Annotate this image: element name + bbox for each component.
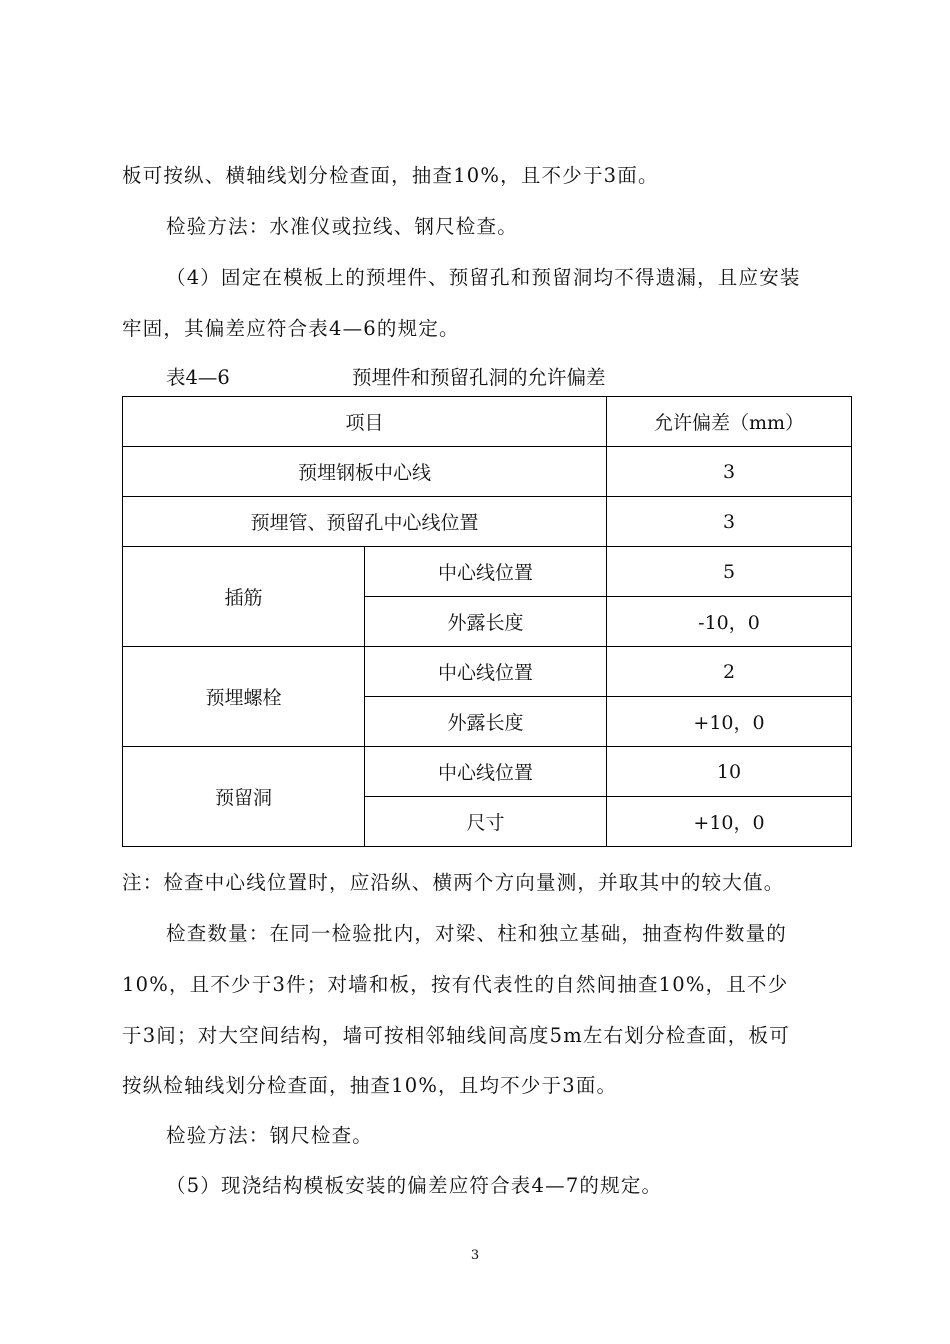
paragraph-line: 检查数量：在同一检验批内，对梁、柱和独立基础，抽查构件数量的 <box>166 922 788 945</box>
tolerance-table <box>122 396 852 847</box>
table-header-row <box>123 397 852 447</box>
sub-item: 中心线位置 <box>365 547 607 597</box>
table-row <box>123 647 852 697</box>
sub-item: 尺寸 <box>365 797 607 847</box>
row-value: 3 <box>607 447 852 497</box>
row-value: 3 <box>607 497 852 547</box>
header-item: 项目 <box>123 397 607 447</box>
group-name: 插筋 <box>123 547 365 647</box>
row-value: 5 <box>607 547 852 597</box>
row-value: 2 <box>607 647 852 697</box>
sub-item: 外露长度 <box>365 697 607 747</box>
table-caption-title: 预埋件和预留孔洞的允许偏差 <box>352 366 606 389</box>
row-value: 10 <box>607 747 852 797</box>
table-note: 注：检查中心线位置时，应沿纵、横两个方向量测，并取其中的较大值。 <box>122 871 785 894</box>
group-name: 预埋螺栓 <box>123 647 365 747</box>
table-row <box>123 497 852 547</box>
row-value: -10，0 <box>607 597 852 647</box>
sub-item: 中心线位置 <box>365 747 607 797</box>
paragraph-line: （4）固定在模板上的预埋件、预留孔和预留洞均不得遗漏，且应安装 <box>166 266 801 289</box>
row-value: +10，0 <box>607 697 852 747</box>
table-row <box>123 447 852 497</box>
row-item: 预埋钢板中心线 <box>123 447 607 497</box>
table-row <box>123 547 852 597</box>
table-caption-number: 表4—6 <box>166 366 230 389</box>
paragraph-line: 检验方法：钢尺检查。 <box>166 1124 374 1147</box>
table-row <box>123 747 852 797</box>
paragraph-line: 牢固，其偏差应符合表4—6的规定。 <box>122 317 460 340</box>
paragraph-line: 于3间；对大空间结构，墙可按相邻轴线间高度5m左右划分检查面，板可 <box>122 1024 790 1047</box>
paragraph-line: 板可按纵、横轴线划分检查面，抽查10%，且不少于3面。 <box>122 164 659 187</box>
group-name: 预留洞 <box>123 747 365 847</box>
paragraph-line: （5）现浇结构模板安装的偏差应符合表4—7的规定。 <box>166 1174 663 1197</box>
row-value: +10，0 <box>607 797 852 847</box>
sub-item: 外露长度 <box>365 597 607 647</box>
header-tolerance: 允许偏差（mm） <box>607 397 852 447</box>
paragraph-line: 检验方法：水准仪或拉线、钢尺检查。 <box>166 215 518 238</box>
sub-item: 中心线位置 <box>365 647 607 697</box>
page-number: 3 <box>470 1248 480 1263</box>
paragraph-line: 10%，且不少于3件；对墙和板，按有代表性的自然间抽查10%，且不少 <box>122 973 789 996</box>
paragraph-line: 按纵检轴线划分检查面，抽查10%，且均不少于3面。 <box>122 1074 618 1097</box>
row-item: 预埋管、预留孔中心线位置 <box>123 497 607 547</box>
